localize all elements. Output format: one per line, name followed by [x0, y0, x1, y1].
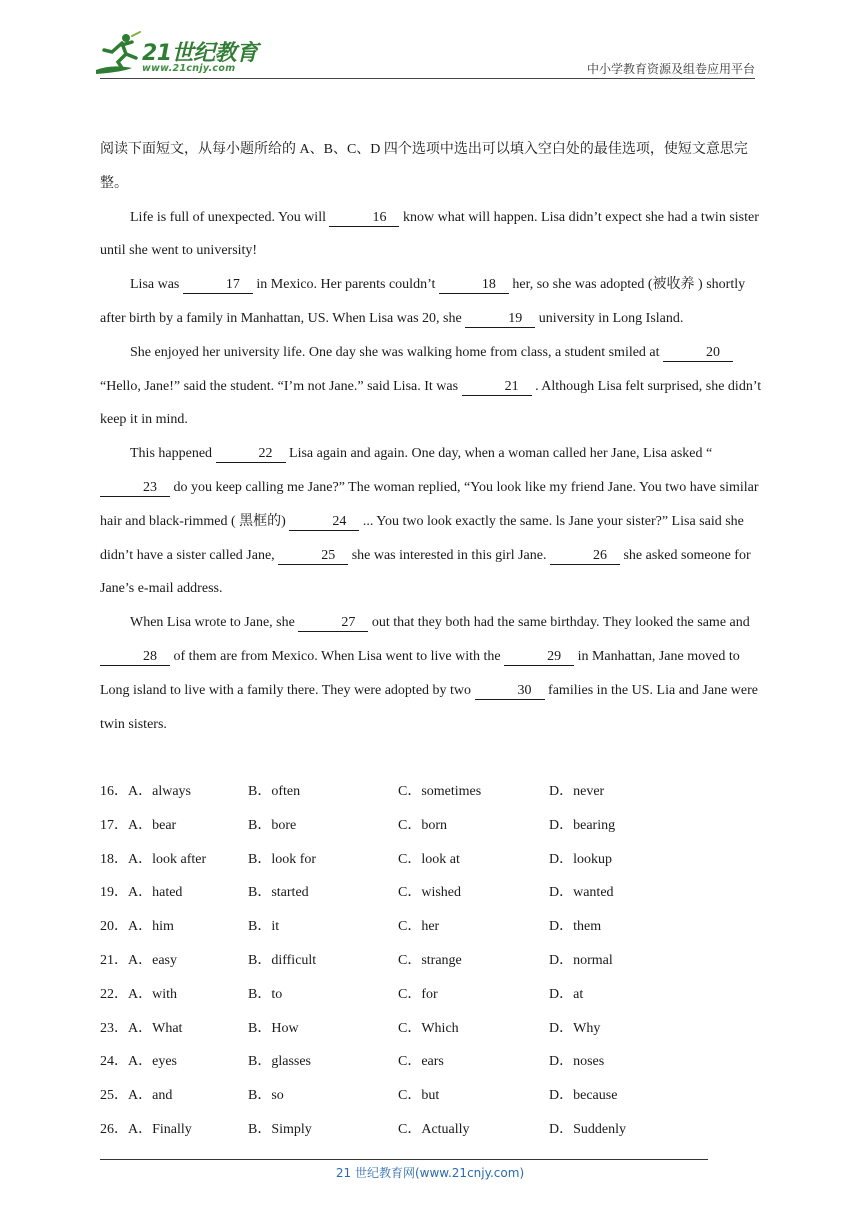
blank-27: 27 [298, 615, 368, 632]
blank-20: 20 [663, 345, 733, 362]
question-row [100, 944, 720, 978]
paragraph-1: Life is full of unexpected. You will 16 know what will happen. Lisa didn’t expect she had a twin sister until she went to university! [100, 209, 759, 259]
question-row [100, 1079, 720, 1113]
option-b: B．How [248, 1020, 299, 1036]
option-d: D．Suddenly [549, 1121, 626, 1137]
option-d: D．bearing [549, 817, 616, 833]
blank-21: 21 [462, 379, 532, 396]
option-c: C．Actually [398, 1121, 470, 1137]
blank-26: 26 [550, 548, 620, 565]
paragraph-2: Lisa was 17 in Mexico. Her parents couldn’t 18 her, so she was adopted (被收养 ) shortly after birth by a family in Manhattan, US. When Lisa was 20, she 19 university in Long Island. [100, 277, 746, 326]
option-c: C．look at [398, 851, 460, 867]
platform-name: 中小学教育资源及组卷应用平台 [586, 62, 755, 76]
option-b: B．started [248, 885, 309, 901]
option-d: D．Why [549, 1020, 601, 1036]
paragraph-3: She enjoyed her university life. One day she was walking home from class, a student smiled at 20 “Hello, Jane!” said the student. “I’m not Jane.” said Lisa. It was 21 . Although Lisa felt surprised, she didn’t keep it in mind. [100, 344, 762, 428]
option-a: 17．A．bear [100, 817, 177, 833]
option-a: 24．A．eyes [100, 1054, 177, 1070]
question-row [100, 843, 720, 877]
option-a: 16．A．always [100, 784, 191, 799]
option-b: B．glasses [248, 1054, 311, 1070]
question-row [100, 775, 720, 809]
option-c: C．Which [398, 1020, 459, 1036]
blank-18: 18 [439, 277, 509, 294]
logo [92, 30, 262, 80]
option-d: D．noses [549, 1054, 605, 1070]
passage [100, 133, 766, 741]
footer-divider [100, 1159, 708, 1160]
option-c: C．her [398, 919, 440, 935]
option-d: D．normal [549, 952, 613, 968]
blank-16: 16 [329, 210, 399, 227]
blank-19: 19 [465, 311, 535, 328]
option-a: 18．A．look after [100, 851, 207, 867]
blank-17: 17 [183, 277, 253, 294]
option-c: C．sometimes [398, 784, 482, 799]
option-b: B．so [248, 1088, 284, 1104]
blank-25: 25 [278, 548, 348, 565]
option-b: B．Simply [248, 1121, 312, 1137]
option-a: 19．A．hated [100, 885, 183, 901]
option-c: C．but [398, 1088, 440, 1104]
option-a: 26．A．Finally [100, 1121, 192, 1137]
option-b: B．difficult [248, 952, 317, 968]
blank-23: 23 [100, 480, 170, 497]
header-divider [100, 78, 755, 79]
question-row [100, 910, 720, 944]
blank-30: 30 [475, 683, 545, 700]
blank-29: 29 [504, 649, 574, 666]
blank-28: 28 [100, 649, 170, 666]
option-a: 23．A．What [100, 1020, 183, 1036]
option-b: B．to [248, 986, 283, 1002]
instructions: 阅读下面短文，从每小题所给的 A、B、C、D 四个选项中选出可以填入空白处的最佳选项，使短文意思完整。 [100, 142, 748, 191]
option-a: 25．A．and [100, 1088, 173, 1104]
option-d: D．lookup [549, 851, 612, 867]
option-c: C．strange [398, 952, 462, 968]
option-a: 22．A．with [100, 986, 177, 1002]
logo-url: www.21cnjy.com [142, 63, 236, 74]
option-c: C．for [398, 986, 438, 1002]
option-a: 20．A．him [100, 919, 174, 935]
option-b: B．often [248, 784, 301, 799]
option-d: D．because [549, 1088, 618, 1104]
option-d: D．at [549, 986, 584, 1002]
option-b: B．bore [248, 817, 297, 833]
question-row [100, 876, 720, 910]
option-b: B．it [248, 919, 280, 935]
option-c: C．wished [398, 885, 461, 901]
paragraph-4: This happened 22 Lisa again and again. One day, when a woman called her Jane, Lisa asked “ 23 do you keep calling me Jane?” The woman replied, “You look like my friend Jane. You two have similar hair and black-rimmed ( 黑框的) 24 ... You two look exactly the same. ls Jane your sister?” Lisa said she didn’t have a sister called Jane, 25 she was interested in this girl Jane. 26 she asked someone for Jane’s e-mail address. [100, 446, 759, 597]
option-b: B．look for [248, 851, 317, 867]
option-a: 21．A．easy [100, 952, 177, 968]
question-row [100, 809, 720, 843]
blank-24: 24 [289, 514, 359, 531]
question-row [100, 1045, 720, 1079]
paragraph-5: When Lisa wrote to Jane, she 27 out that they both had the same birthday. They looked the same and 28 of them are from Mexico. When Lisa went to live with the 29 in Manhattan, Jane moved to Long island to live with a family there. They were adopted by two 30 families in the US. Lia and Jane were twin sisters. [100, 615, 758, 732]
logo-text: 21世纪教育 [142, 41, 258, 66]
question-options [100, 775, 720, 1147]
question-row [100, 1113, 720, 1147]
question-row [100, 1012, 720, 1046]
option-c: C．born [398, 817, 447, 833]
footer-text: 21 世纪教育网(www.21cnjy.com) [335, 1166, 525, 1180]
option-d: D．never [549, 784, 605, 799]
page-header [0, 0, 860, 90]
blank-22: 22 [216, 446, 286, 463]
question-row [100, 978, 720, 1012]
option-c: C．ears [398, 1054, 444, 1070]
option-d: D．wanted [549, 885, 614, 901]
option-d: D．them [549, 919, 602, 935]
